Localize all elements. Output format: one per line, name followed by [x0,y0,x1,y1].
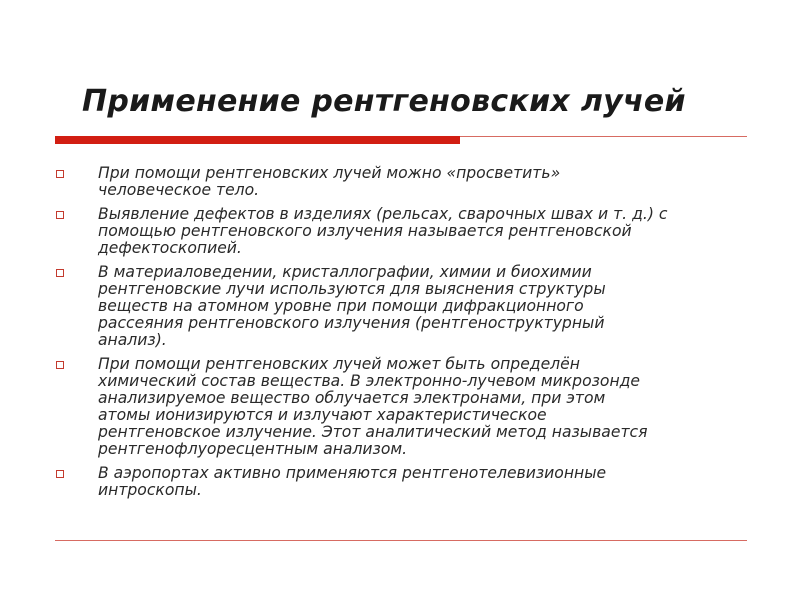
bullet-line: веществ на атомном уровне при помощи дифракционного [98,297,584,315]
bullet-line: рассеяния рентгеновского излучения (рентгеноструктурный [98,314,605,332]
bullet-line: Выявление дефектов в изделиях (рельсах, сварочных швах и т. д.) с [98,205,668,223]
bullet-item [52,465,752,499]
bullet-item [52,356,752,458]
bullet-item [52,264,752,349]
bullet-line: анализ). [98,331,167,349]
bullet-line: человеческое тело. [98,181,260,199]
bullet-line: В материаловедении, кристаллографии, химии и биохимии [98,263,592,281]
bullet-item [52,165,752,199]
bullet-line: помощью рентгеновского излучения называется рентгеновской [98,222,632,240]
bullet-line: анализируемое вещество облучается электронами, при этом [98,389,606,407]
hollow-square-bullet-icon [56,211,64,219]
hollow-square-bullet-icon [56,470,64,478]
bullet-line: химический состав вещества. В электронно-лучевом микрозонде [98,372,641,390]
bullet-line: дефектоскопией. [98,239,242,257]
bullet-line: рентгенофлуоресцентным анализом. [98,440,408,458]
bullet-line: рентгеновское излучение. Этот аналитический метод называется [98,423,648,441]
bullet-line: интроскопы. [98,481,202,499]
footer-divider [55,540,747,541]
bullet-line: При помощи рентгеновских лучей можно «просветить» [98,164,561,182]
hollow-square-bullet-icon [56,269,64,277]
bullet-line: При помощи рентгеновских лучей может быть определён [98,355,580,373]
hollow-square-bullet-icon [56,170,64,178]
bullet-line: рентгеновские лучи используются для выяснения структуры [98,280,606,298]
hollow-square-bullet-icon [56,361,64,369]
title-underline-accent [55,136,460,144]
bullet-line: В аэропортах активно применяются рентгенотелевизионные [98,464,607,482]
bullet-line: атомы ионизируются и излучают характеристическое [98,406,547,424]
bullet-item [52,206,752,257]
bullet-list [52,165,752,506]
slide-title: Применение рентгеновских лучей [82,84,686,119]
